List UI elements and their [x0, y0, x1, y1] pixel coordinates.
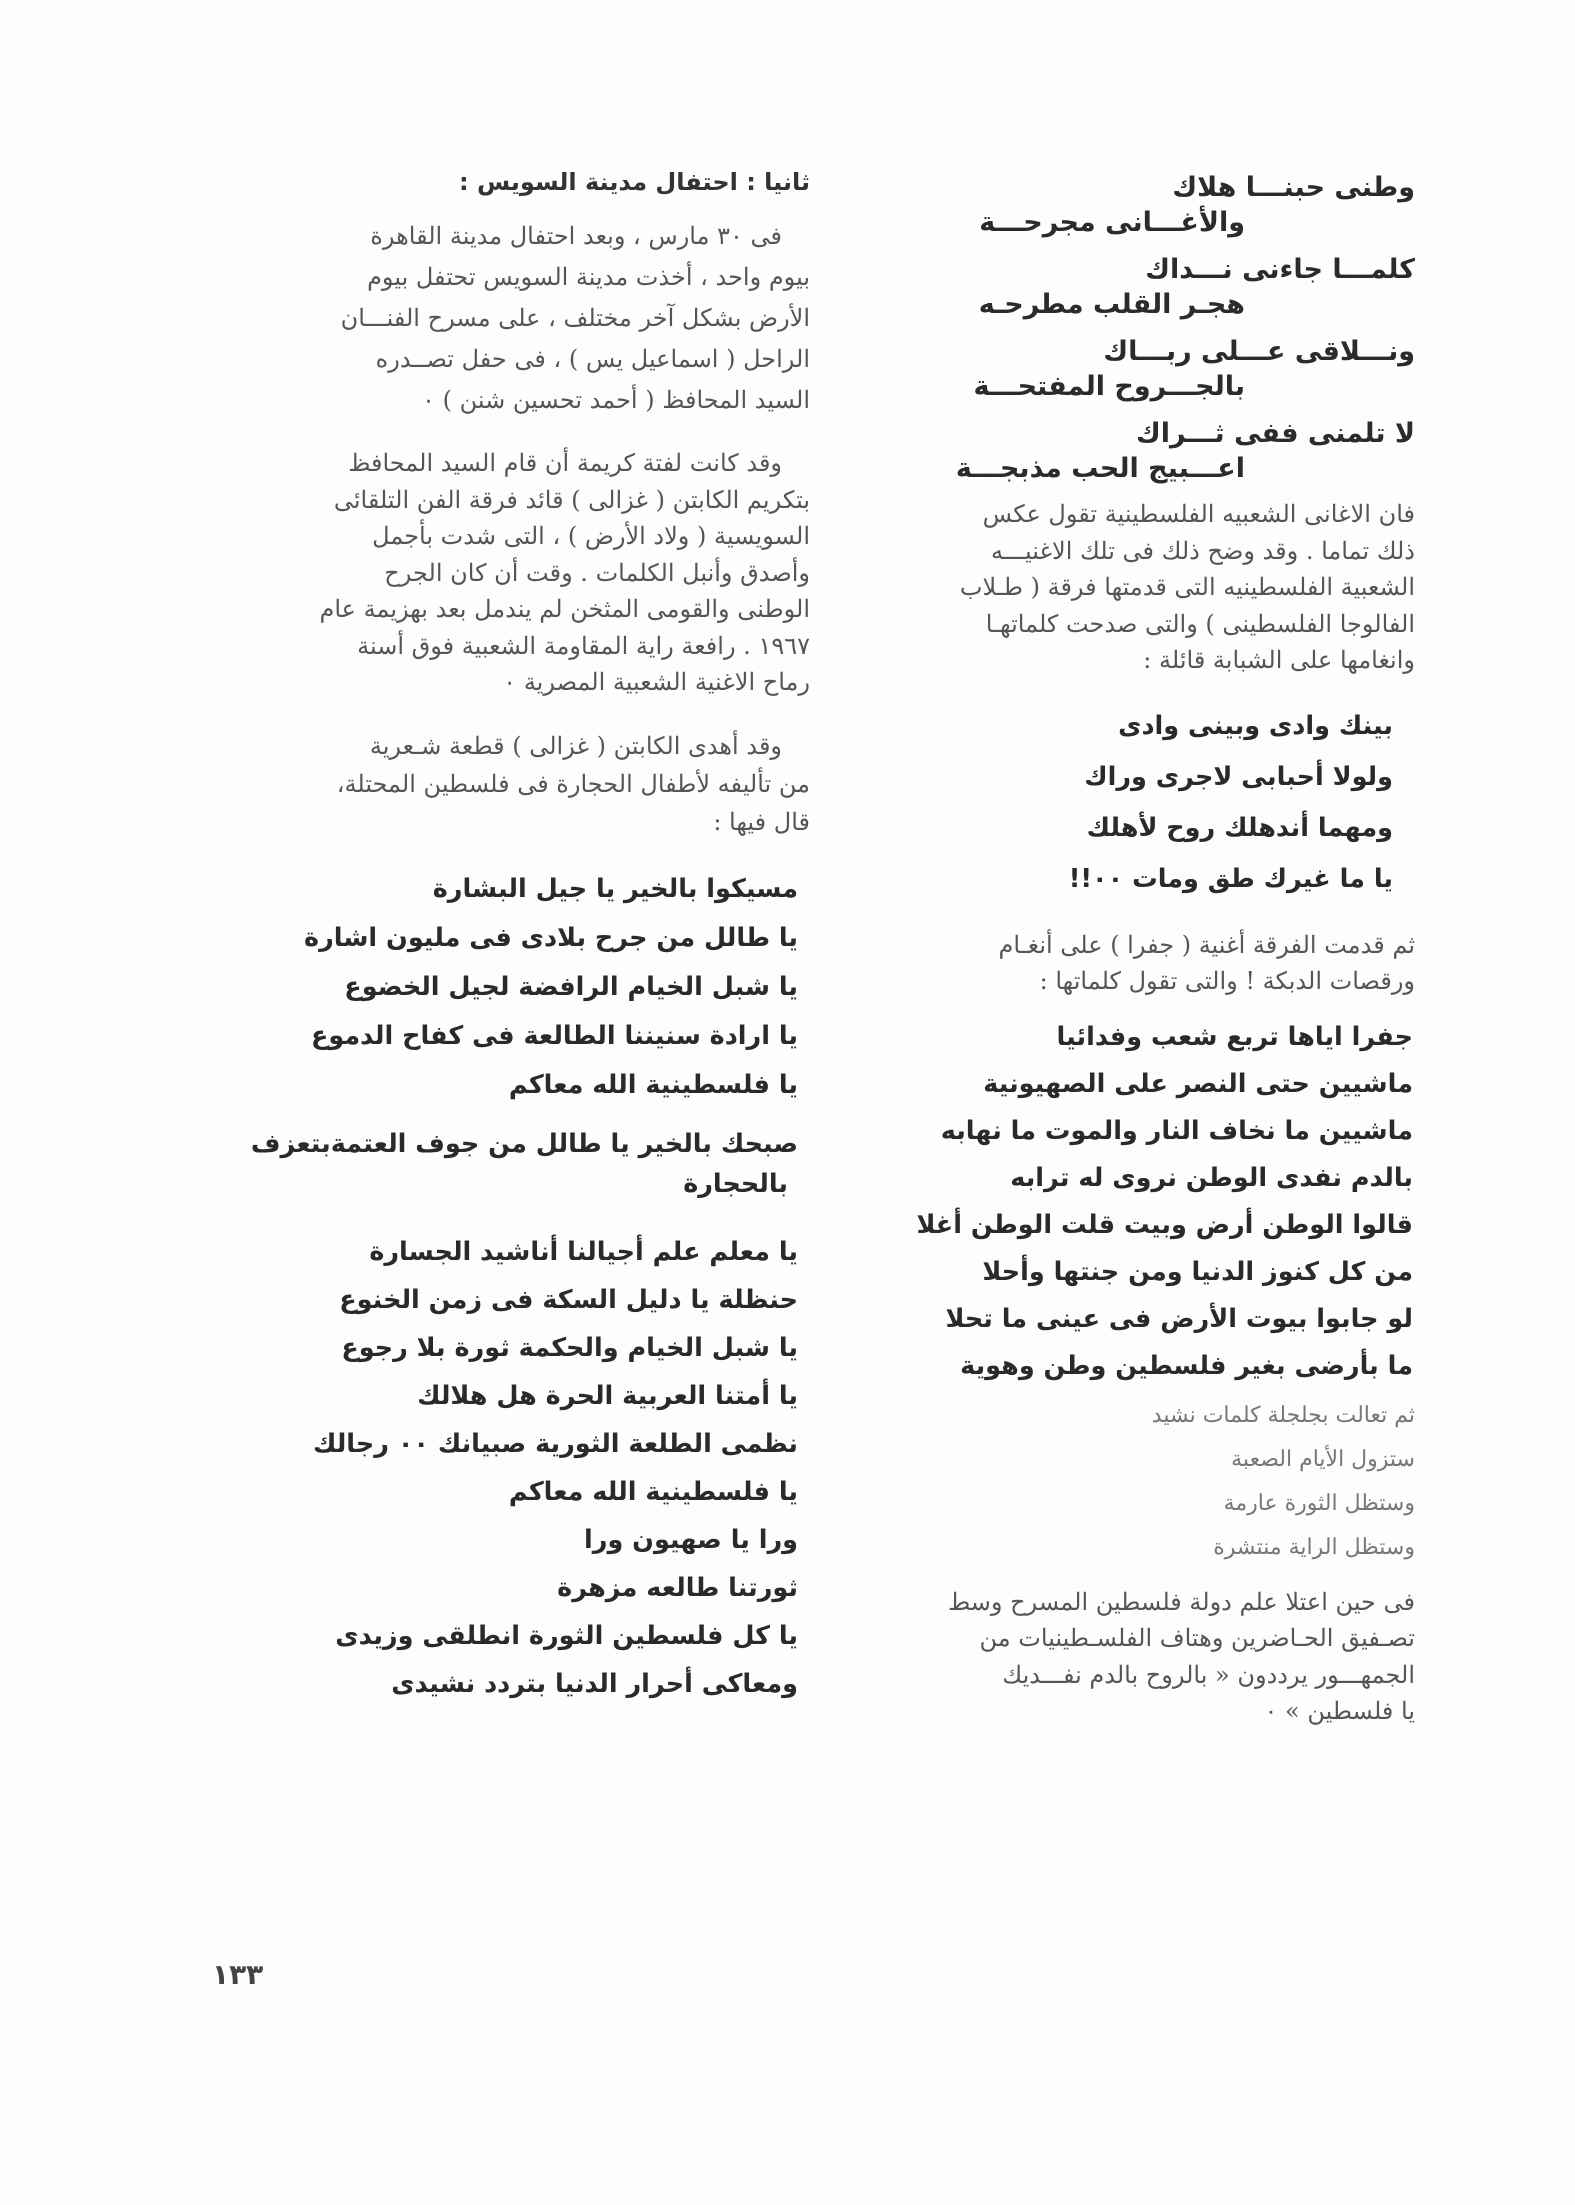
verse-line: ثم تعالت بجلجلة كلمات نشيد — [1151, 1402, 1415, 1428]
poem-jafra — [815, 1014, 1415, 1390]
poem-beinak-wadi — [815, 701, 1415, 905]
prose-line: ١٩٦٧ . رافعة راية المقاومة الشعبية فوق أسنة — [357, 631, 810, 660]
verse-line: وستظل الراية منتشرة — [1213, 1534, 1415, 1560]
verse-line: ماشيين حتى النصر على الصهيونية — [983, 1068, 1413, 1099]
poem-line: اعـــبيج الحب مذبجـــة — [955, 453, 1245, 484]
prose-line: ذلك تماما . وقد وضح ذلك فى تلك الاغنيـــه — [991, 536, 1415, 565]
verse-line: ورا يا صهيون ورا — [584, 1524, 798, 1555]
prose-line: السيد المحافظ ( أحمد تحسين شنن ) ٠ — [422, 386, 810, 414]
verse-line: ما بأرضى بغير فلسطين وطن وهوية — [960, 1350, 1413, 1381]
opening-poem-stanza — [815, 170, 1415, 240]
poem-line: هجـر القلب مطرحـه — [978, 289, 1245, 320]
verse-line: مسيكوا بالخير يا جيل البشارة — [432, 873, 798, 904]
prose-line: وقد أهدى الكابتن ( غزالى ) قطعة شـعرية — [369, 731, 782, 760]
verse-line: يا شبل الخيام والحكمة ثورة بلا رجوع — [341, 1332, 798, 1363]
opening-poem-stanza — [815, 252, 1415, 322]
prose-line: فى ٣٠ مارس ، وبعد احتفال مدينة القاهرة — [370, 222, 782, 250]
prose-line: وأصدق وأنبل الكلمات . وقت أن كان الجرح — [384, 558, 810, 587]
verse-line: يا ما غيرك طق ومات ٠٠!! — [1068, 863, 1393, 894]
prose-line: من تأليفه لأطفال الحجارة فى فلسطين المحتلة، — [336, 769, 810, 798]
prose-line: بيوم واحد ، أخذت مدينة السويس تحتفل بيوم — [367, 263, 810, 291]
prose-line: قال فيها : — [713, 807, 810, 836]
prose-line: ثم قدمت الفرقة أغنية ( جفرا ) على أنغـام — [998, 930, 1415, 959]
page-number: ١٣٣ — [212, 1958, 264, 1991]
paragraph-jafra-intro — [815, 927, 1415, 1000]
poem-line: لا تلمنى ففى ثـــراك — [1136, 418, 1415, 449]
poem-children-of-stones-teacher — [210, 1228, 810, 1708]
poem-line: كلمـــا جاءنى نـــداك — [1145, 254, 1415, 285]
poem-line: بالجـــروح المفتحـــة — [973, 371, 1245, 402]
prose-line: تصـفيق الحـاضرين وهتاف الفلسـطينيات من — [979, 1624, 1415, 1652]
prose-line: يا فلسطين » ٠ — [1264, 1697, 1415, 1725]
verse-line: من كل كنوز الدنيا ومن جنتها وأحلا — [982, 1256, 1413, 1287]
verse-line: يا طالل من جرح بلادى فى مليون اشارة — [304, 922, 798, 953]
verse-line: يا ارادة سنيننا الطالعة فى كفاح الدموع — [310, 1020, 798, 1051]
prose-line: الشعبية الفلسطينيه التى قدمتها فرقة ( طـلاب — [959, 573, 1415, 601]
verse-line: بينك وادى وبينى وادى — [1118, 710, 1393, 741]
verse-line: ماشيين ما نخاف النار والموت ما نهابه — [940, 1115, 1413, 1146]
verse-line: ومهما أندهلك روح لأهلك — [1086, 812, 1393, 843]
prose-line: ورقصات الدبكة ! والتى تقول كلماتها : — [1039, 967, 1415, 995]
verse-line: ولولا أحبابى لاجرى وراك — [1084, 761, 1393, 792]
verse-line: يا كل فلسطين الثورة انطلقى وزيدى — [335, 1620, 798, 1651]
prose-line: الوطنى والقومى المثخن لم يندمل بعد بهزيمة عام — [319, 595, 810, 623]
verse-line: يا فلسطينية الله معاكم — [508, 1069, 798, 1100]
poem-children-of-stones — [210, 865, 810, 1110]
verse-line: صبحك بالخير يا طالل من جوف العتمةبتعزف — [250, 1128, 798, 1159]
verse-line: ومعاكى أحرار الدنيا بتردد نشيدى — [391, 1668, 798, 1699]
verse-line: لو جابوا بيوت الأرض فى عينى ما تحلا — [945, 1303, 1413, 1334]
poem-line: وطنى حبنـــا هلاك — [1172, 172, 1415, 203]
opening-poem-stanza — [815, 416, 1415, 486]
verse-line: ستزول الأيام الصعبة — [1231, 1446, 1415, 1472]
verse-line: يا معلم علم أجيالنا أناشيد الجسارة — [369, 1236, 798, 1267]
section-heading: ثانيا : احتفال مدينة السويس : — [459, 168, 810, 196]
prose-line: الراحل ( اسماعيل يس ) ، فى حفل تصــدره — [375, 345, 810, 373]
prose-line: الجمهـــور يرددون « بالروح بالدم نفـــديك — [1002, 1660, 1415, 1689]
prose-line: وقد كانت لفتة كريمة أن قام السيد المحافظ — [348, 449, 782, 477]
verse-line: يا فلسطينية الله معاكم — [508, 1476, 798, 1507]
poem-line: والأغـــانى مجرحـــة — [979, 207, 1245, 238]
opening-poem-stanza — [815, 334, 1415, 404]
prose-line: الأرض بشكل آخر مختلف ، على مسرح الفنـــان — [340, 304, 810, 332]
verse-line: قالوا الوطن أرض وبيت قلت الوطن أغلا — [916, 1209, 1413, 1240]
verse-line: يا أمتنا العربية الحرة هل هلالك — [417, 1380, 798, 1411]
prose-line: رماح الاغنية الشعبية المصرية ٠ — [503, 668, 810, 696]
poem-line: ونـــلاقى عـــلى ربـــاك — [1103, 336, 1415, 367]
anthem-verses — [815, 1394, 1415, 1570]
paragraph-captain-ghazali — [210, 445, 810, 701]
paragraph-suez-celebration — [210, 216, 810, 421]
paragraph-galleries — [815, 496, 1415, 679]
right-column — [815, 168, 1415, 1730]
verse-line: ثورتنا طالعه مزهرة — [557, 1572, 798, 1603]
prose-line: الفالوجا الفلسطينى ) والتى صدحت كلماتهـا — [985, 609, 1415, 638]
prose-line: وانغامها على الشبابة قائلة : — [1143, 646, 1415, 674]
prose-line: بتكريم الكابتن ( غزالى ) قائد فرقة الفن التلقائى — [333, 485, 810, 514]
verse-line: وستظل الثورة عارمة — [1223, 1490, 1415, 1516]
verse-line: حنظلة يا دليل السكة فى زمن الخنوع — [339, 1284, 798, 1315]
left-column — [210, 168, 810, 1708]
prose-line: فان الاغانى الشعبيه الفلسطينية تقول عكس — [982, 500, 1415, 528]
opening-poem — [815, 170, 1415, 486]
paragraph-flag — [815, 1584, 1415, 1730]
verse-line: يا شبل الخيام الرافضة لجيل الخضوع — [344, 971, 798, 1002]
verse-line: بالحجارة — [683, 1168, 788, 1199]
verse-line: بالدم نفدى الوطن نروى له ترابه — [1010, 1162, 1413, 1193]
verse-line: جفرا اياها تربع شعب وفدائيا — [1056, 1021, 1413, 1052]
prose-line: فى حين اعتلا علم دولة فلسطين المسرح وسط — [948, 1587, 1415, 1616]
verse-line: نظمى الطلعة الثورية صبيانك ٠٠ رجالك — [312, 1428, 798, 1459]
poem-children-of-stones-morning — [210, 1124, 810, 1204]
paragraph-poem-intro — [210, 727, 810, 841]
prose-line: السويسية ( ولاد الأرض ) ، التى شدت بأجمل — [372, 522, 810, 550]
